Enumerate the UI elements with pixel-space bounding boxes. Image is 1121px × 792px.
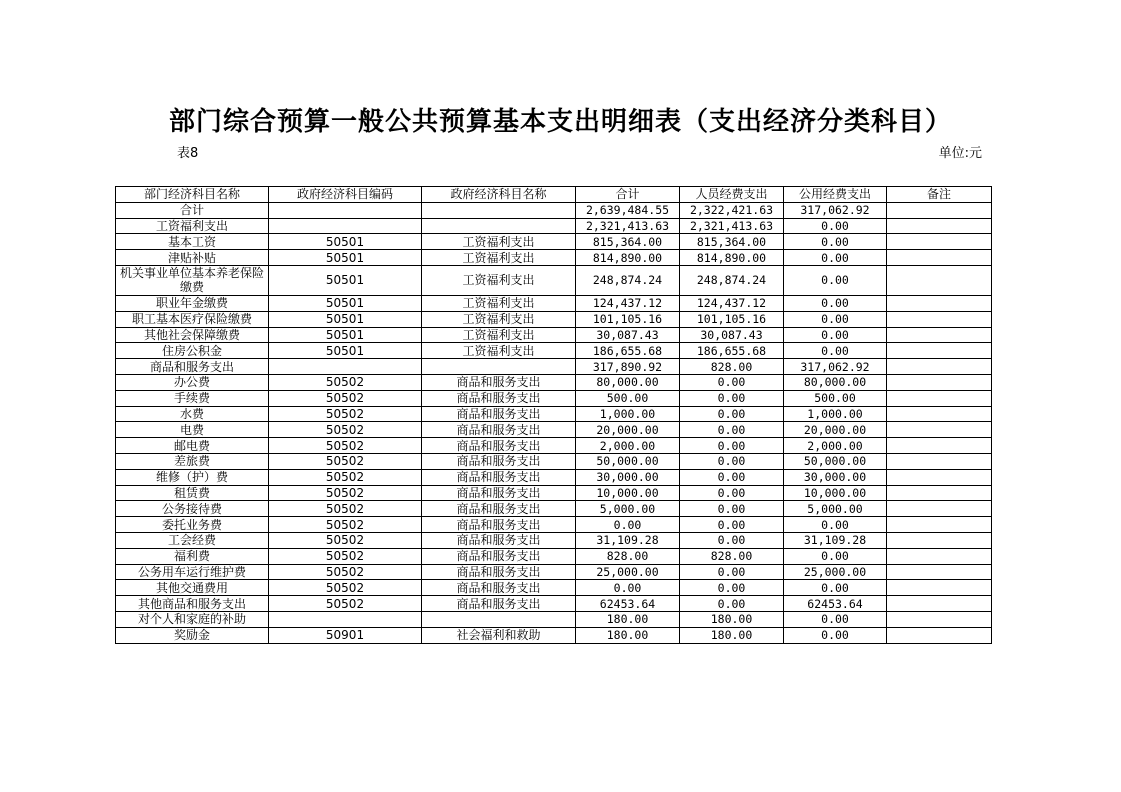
cell-note (887, 532, 992, 548)
table-row (116, 517, 992, 533)
cell-dept-econ-name: 工会经费 (116, 532, 269, 548)
cell-personnel-expense: 0.00 (680, 517, 784, 533)
cell-personnel-expense: 186,655.68 (680, 343, 784, 359)
cell-personnel-expense: 0.00 (680, 406, 784, 422)
table-number: 表8 (177, 146, 199, 161)
cell-note (887, 422, 992, 438)
table-row (116, 406, 992, 422)
cell-gov-econ-name: 商品和服务支出 (422, 438, 576, 454)
cell-note (887, 485, 992, 501)
cell-total: 101,105.16 (576, 311, 680, 327)
cell-personnel-expense: 0.00 (680, 564, 784, 580)
cell-gov-econ-name: 商品和服务支出 (422, 580, 576, 596)
cell-gov-econ-name: 商品和服务支出 (422, 485, 576, 501)
table-row (116, 469, 992, 485)
cell-public-expense: 317,062.92 (784, 359, 887, 375)
cell-dept-econ-name: 公务用车运行维护费 (116, 564, 269, 580)
cell-total: 124,437.12 (576, 295, 680, 311)
cell-dept-econ-name: 维修（护）费 (116, 469, 269, 485)
cell-total: 2,639,484.55 (576, 202, 680, 218)
cell-total: 5,000.00 (576, 501, 680, 517)
cell-note (887, 295, 992, 311)
cell-personnel-expense: 0.00 (680, 422, 784, 438)
header-public-expense: 公用经费支出 (784, 187, 887, 203)
cell-gov-econ-name: 商品和服务支出 (422, 453, 576, 469)
cell-dept-econ-name: 租赁费 (116, 485, 269, 501)
header-gov-econ-name: 政府经济科目名称 (422, 187, 576, 203)
table-row (116, 596, 992, 612)
cell-dept-econ-name: 手续费 (116, 390, 269, 406)
cell-total: 248,874.24 (576, 265, 680, 295)
header-total: 合计 (576, 187, 680, 203)
cell-dept-econ-name: 公务接待费 (116, 501, 269, 517)
cell-public-expense: 0.00 (784, 265, 887, 295)
cell-total: 30,087.43 (576, 327, 680, 343)
cell-note (887, 627, 992, 643)
cell-public-expense: 0.00 (784, 295, 887, 311)
cell-gov-econ-name: 工资福利支出 (422, 265, 576, 295)
cell-gov-econ-code (269, 611, 422, 627)
cell-gov-econ-name: 工资福利支出 (422, 343, 576, 359)
cell-personnel-expense: 828.00 (680, 359, 784, 375)
cell-public-expense: 30,000.00 (784, 469, 887, 485)
cell-dept-econ-name: 津贴补贴 (116, 250, 269, 266)
table-row (116, 374, 992, 390)
cell-dept-econ-name: 其他社会保障缴费 (116, 327, 269, 343)
cell-public-expense: 0.00 (784, 517, 887, 533)
header-gov-econ-code: 政府经济科目编码 (269, 187, 422, 203)
table-header-row (116, 187, 992, 203)
cell-gov-econ-code (269, 202, 422, 218)
table-row (116, 580, 992, 596)
cell-public-expense: 62453.64 (784, 596, 887, 612)
cell-total: 80,000.00 (576, 374, 680, 390)
cell-gov-econ-name: 商品和服务支出 (422, 406, 576, 422)
cell-note (887, 517, 992, 533)
cell-public-expense: 0.00 (784, 218, 887, 234)
cell-note (887, 343, 992, 359)
table-row (116, 611, 992, 627)
cell-dept-econ-name: 基本工资 (116, 234, 269, 250)
cell-total: 180.00 (576, 611, 680, 627)
table-row (116, 327, 992, 343)
cell-public-expense: 80,000.00 (784, 374, 887, 390)
cell-dept-econ-name: 委托业务费 (116, 517, 269, 533)
budget-detail-table (115, 186, 992, 644)
cell-gov-econ-name (422, 359, 576, 375)
cell-personnel-expense: 0.00 (680, 390, 784, 406)
cell-gov-econ-code: 50501 (269, 295, 422, 311)
cell-public-expense: 317,062.92 (784, 202, 887, 218)
cell-gov-econ-name: 商品和服务支出 (422, 374, 576, 390)
cell-total: 1,000.00 (576, 406, 680, 422)
cell-gov-econ-name: 工资福利支出 (422, 311, 576, 327)
cell-personnel-expense: 0.00 (680, 580, 784, 596)
cell-personnel-expense: 2,321,413.63 (680, 218, 784, 234)
cell-dept-econ-name: 差旅费 (116, 453, 269, 469)
cell-total: 815,364.00 (576, 234, 680, 250)
cell-gov-econ-code: 50502 (269, 580, 422, 596)
cell-gov-econ-code: 50502 (269, 564, 422, 580)
cell-public-expense: 0.00 (784, 627, 887, 643)
table-row (116, 343, 992, 359)
cell-gov-econ-code: 50502 (269, 406, 422, 422)
cell-gov-econ-code: 50501 (269, 250, 422, 266)
table-row (116, 359, 992, 375)
cell-gov-econ-code: 50502 (269, 596, 422, 612)
table-row (116, 202, 992, 218)
cell-gov-econ-code: 50501 (269, 265, 422, 295)
cell-gov-econ-name: 商品和服务支出 (422, 532, 576, 548)
cell-dept-econ-name: 电费 (116, 422, 269, 438)
cell-total: 30,000.00 (576, 469, 680, 485)
cell-gov-econ-code: 50502 (269, 532, 422, 548)
cell-gov-econ-code: 50501 (269, 234, 422, 250)
cell-dept-econ-name: 职业年金缴费 (116, 295, 269, 311)
cell-gov-econ-name: 工资福利支出 (422, 250, 576, 266)
cell-personnel-expense: 0.00 (680, 532, 784, 548)
cell-public-expense: 0.00 (784, 250, 887, 266)
cell-dept-econ-name: 工资福利支出 (116, 218, 269, 234)
table-row (116, 234, 992, 250)
cell-gov-econ-code: 50502 (269, 422, 422, 438)
cell-gov-econ-name: 商品和服务支出 (422, 469, 576, 485)
cell-dept-econ-name: 机关事业单位基本养老保险缴费 (116, 265, 269, 295)
cell-personnel-expense: 0.00 (680, 501, 784, 517)
cell-gov-econ-name: 商品和服务支出 (422, 548, 576, 564)
cell-personnel-expense: 0.00 (680, 438, 784, 454)
cell-gov-econ-name: 工资福利支出 (422, 295, 576, 311)
cell-gov-econ-code: 50502 (269, 485, 422, 501)
cell-gov-econ-name: 商品和服务支出 (422, 564, 576, 580)
header-personnel-expense: 人员经费支出 (680, 187, 784, 203)
cell-gov-econ-name: 社会福利和救助 (422, 627, 576, 643)
cell-gov-econ-name: 工资福利支出 (422, 327, 576, 343)
table-row (116, 422, 992, 438)
cell-note (887, 438, 992, 454)
cell-note (887, 501, 992, 517)
cell-personnel-expense: 815,364.00 (680, 234, 784, 250)
cell-total: 500.00 (576, 390, 680, 406)
cell-public-expense: 10,000.00 (784, 485, 887, 501)
cell-total: 10,000.00 (576, 485, 680, 501)
header-dept-econ-name: 部门经济科目名称 (116, 187, 269, 203)
table-row (116, 564, 992, 580)
cell-note (887, 611, 992, 627)
cell-personnel-expense: 0.00 (680, 374, 784, 390)
cell-note (887, 250, 992, 266)
cell-dept-econ-name: 其他交通费用 (116, 580, 269, 596)
cell-personnel-expense: 828.00 (680, 548, 784, 564)
cell-gov-econ-name (422, 611, 576, 627)
cell-personnel-expense: 180.00 (680, 627, 784, 643)
cell-total: 50,000.00 (576, 453, 680, 469)
cell-total: 828.00 (576, 548, 680, 564)
cell-dept-econ-name: 职工基本医疗保险缴费 (116, 311, 269, 327)
cell-personnel-expense: 180.00 (680, 611, 784, 627)
cell-public-expense: 500.00 (784, 390, 887, 406)
cell-gov-econ-name: 工资福利支出 (422, 234, 576, 250)
cell-gov-econ-code: 50502 (269, 390, 422, 406)
cell-gov-econ-code: 50502 (269, 501, 422, 517)
cell-gov-econ-code: 50501 (269, 327, 422, 343)
cell-total: 0.00 (576, 517, 680, 533)
cell-public-expense: 50,000.00 (784, 453, 887, 469)
cell-public-expense: 1,000.00 (784, 406, 887, 422)
cell-public-expense: 20,000.00 (784, 422, 887, 438)
cell-dept-econ-name: 对个人和家庭的补助 (116, 611, 269, 627)
cell-note (887, 548, 992, 564)
cell-gov-econ-code (269, 218, 422, 234)
table-row (116, 532, 992, 548)
cell-public-expense: 0.00 (784, 234, 887, 250)
cell-note (887, 580, 992, 596)
cell-gov-econ-name: 商品和服务支出 (422, 517, 576, 533)
table-row (116, 453, 992, 469)
cell-personnel-expense: 0.00 (680, 596, 784, 612)
cell-total: 20,000.00 (576, 422, 680, 438)
cell-note (887, 359, 992, 375)
cell-total: 814,890.00 (576, 250, 680, 266)
cell-note (887, 202, 992, 218)
cell-personnel-expense: 0.00 (680, 469, 784, 485)
cell-public-expense: 0.00 (784, 327, 887, 343)
cell-personnel-expense: 30,087.43 (680, 327, 784, 343)
cell-personnel-expense: 2,322,421.63 (680, 202, 784, 218)
document-title: 部门综合预算一般公共预算基本支出明细表（支出经济分类科目） (168, 107, 952, 137)
cell-dept-econ-name: 住房公积金 (116, 343, 269, 359)
cell-public-expense: 0.00 (784, 311, 887, 327)
cell-note (887, 453, 992, 469)
cell-dept-econ-name: 邮电费 (116, 438, 269, 454)
cell-public-expense: 0.00 (784, 611, 887, 627)
table-row (116, 501, 992, 517)
table-row (116, 250, 992, 266)
cell-total: 180.00 (576, 627, 680, 643)
cell-note (887, 406, 992, 422)
cell-total: 62453.64 (576, 596, 680, 612)
cell-gov-econ-name: 商品和服务支出 (422, 501, 576, 517)
cell-total: 2,321,413.63 (576, 218, 680, 234)
cell-total: 186,655.68 (576, 343, 680, 359)
cell-gov-econ-code (269, 359, 422, 375)
cell-gov-econ-code: 50502 (269, 453, 422, 469)
cell-public-expense: 25,000.00 (784, 564, 887, 580)
cell-gov-econ-name: 商品和服务支出 (422, 390, 576, 406)
table-row (116, 218, 992, 234)
cell-dept-econ-name: 水费 (116, 406, 269, 422)
table-row (116, 548, 992, 564)
table-row (116, 265, 992, 295)
table-body (116, 202, 992, 643)
cell-gov-econ-name (422, 218, 576, 234)
cell-note (887, 234, 992, 250)
cell-total: 2,000.00 (576, 438, 680, 454)
cell-gov-econ-code: 50901 (269, 627, 422, 643)
cell-public-expense: 0.00 (784, 580, 887, 596)
cell-note (887, 327, 992, 343)
cell-gov-econ-code: 50501 (269, 311, 422, 327)
table-row (116, 485, 992, 501)
cell-note (887, 390, 992, 406)
table-row (116, 627, 992, 643)
cell-note (887, 374, 992, 390)
table-row (116, 438, 992, 454)
cell-dept-econ-name: 奖励金 (116, 627, 269, 643)
cell-personnel-expense: 0.00 (680, 485, 784, 501)
cell-personnel-expense: 101,105.16 (680, 311, 784, 327)
cell-note (887, 596, 992, 612)
cell-gov-econ-code: 50502 (269, 548, 422, 564)
table-row (116, 295, 992, 311)
cell-personnel-expense: 0.00 (680, 453, 784, 469)
cell-dept-econ-name: 其他商品和服务支出 (116, 596, 269, 612)
cell-note (887, 218, 992, 234)
cell-total: 317,890.92 (576, 359, 680, 375)
cell-gov-econ-name (422, 202, 576, 218)
cell-note (887, 265, 992, 295)
cell-dept-econ-name: 商品和服务支出 (116, 359, 269, 375)
header-note: 备注 (887, 187, 992, 203)
cell-public-expense: 5,000.00 (784, 501, 887, 517)
cell-public-expense: 0.00 (784, 343, 887, 359)
cell-total: 31,109.28 (576, 532, 680, 548)
cell-note (887, 564, 992, 580)
cell-dept-econ-name: 福利费 (116, 548, 269, 564)
cell-personnel-expense: 124,437.12 (680, 295, 784, 311)
cell-personnel-expense: 248,874.24 (680, 265, 784, 295)
cell-dept-econ-name: 合计 (116, 202, 269, 218)
cell-dept-econ-name: 办公费 (116, 374, 269, 390)
cell-public-expense: 0.00 (784, 548, 887, 564)
cell-gov-econ-name: 商品和服务支出 (422, 596, 576, 612)
cell-personnel-expense: 814,890.00 (680, 250, 784, 266)
cell-note (887, 469, 992, 485)
unit-label: 单位:元 (938, 146, 982, 161)
cell-public-expense: 2,000.00 (784, 438, 887, 454)
cell-total: 25,000.00 (576, 564, 680, 580)
cell-gov-econ-code: 50501 (269, 343, 422, 359)
cell-total: 0.00 (576, 580, 680, 596)
cell-public-expense: 31,109.28 (784, 532, 887, 548)
cell-gov-econ-code: 50502 (269, 517, 422, 533)
cell-gov-econ-code: 50502 (269, 438, 422, 454)
cell-gov-econ-code: 50502 (269, 374, 422, 390)
cell-note (887, 311, 992, 327)
cell-gov-econ-name: 商品和服务支出 (422, 422, 576, 438)
table-row (116, 311, 992, 327)
cell-gov-econ-code: 50502 (269, 469, 422, 485)
table-row (116, 390, 992, 406)
